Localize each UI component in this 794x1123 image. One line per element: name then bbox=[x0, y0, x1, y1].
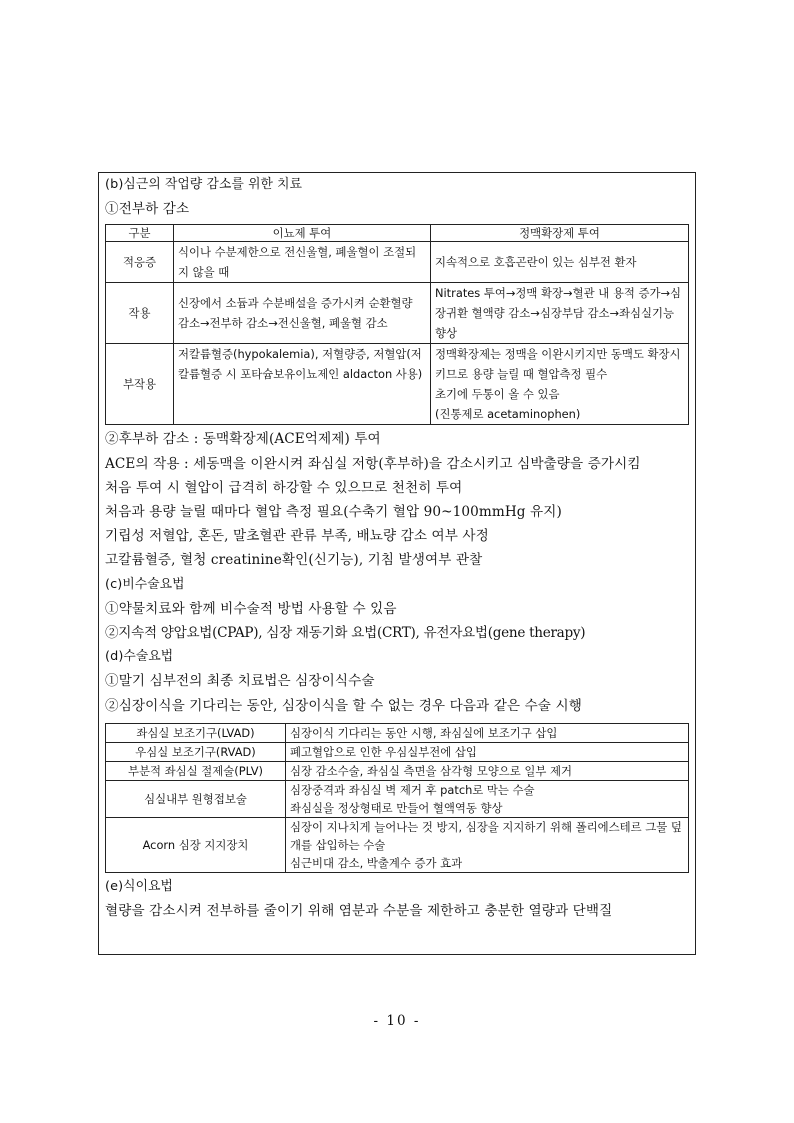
text-line: 혈량을 감소시켜 전부하를 줄이기 위해 염분과 수분을 제한하고 충분한 열량과 단백질 bbox=[105, 903, 613, 920]
text-line: ②후부하 감소 : 동맥확장제(ACE억제제) 투여 bbox=[105, 431, 381, 448]
table-row bbox=[106, 723, 689, 742]
text-line: ①전부하 감소 bbox=[105, 201, 190, 218]
text-line: (d)수술요법 bbox=[105, 649, 174, 665]
row-label: 작용 bbox=[106, 283, 174, 344]
table-header: 정맥확장제 투여 bbox=[431, 225, 689, 242]
table-row bbox=[106, 242, 689, 283]
text-line: (e)식이요법 bbox=[105, 878, 174, 894]
text-line: ②지속적 양압요법(CPAP), 심장 재동기화 요법(CRT), 유전자요법(gene therapy) bbox=[105, 625, 586, 642]
text-line: (c)비수술요법 bbox=[105, 576, 185, 592]
procedure-name: 우심실 보조기구(RVAD) bbox=[106, 742, 286, 761]
content-box bbox=[98, 172, 696, 955]
table-row bbox=[106, 817, 689, 872]
cell-text: 심장 감소수술, 좌심실 측면을 삼각형 모양으로 일부 제거 bbox=[290, 763, 573, 778]
table-row bbox=[106, 344, 689, 425]
table-header: 이뇨제 투여 bbox=[174, 225, 431, 242]
cell-text: 폐고혈압으로 인한 우심실부전에 삽입 bbox=[290, 744, 477, 759]
text-line: 고칼륨혈증, 혈청 creatinine확인(신기능), 기침 발생여부 관찰 bbox=[105, 552, 483, 569]
procedure-desc bbox=[286, 761, 689, 780]
procedure-name: 좌심실 보조기구(LVAD) bbox=[106, 723, 286, 742]
venodilator-cell bbox=[431, 283, 689, 344]
preload-reduction-table bbox=[105, 224, 689, 425]
cell-text: 초기에 두통이 올 수 있음 bbox=[435, 387, 560, 402]
text-line: 기립성 저혈압, 혼돈, 말초혈관 관류 부족, 배뇨량 감소 여부 사정 bbox=[105, 528, 489, 545]
cell-text: 정맥확장제는 정맥을 이완시키지만 동맥도 확장시키므로 용량 늘릴 때 혈압측정 필수 bbox=[435, 347, 681, 382]
row-label: 부작용 bbox=[106, 344, 174, 425]
cell-text: 저칼륨혈증(hypokalemia), 저혈량증, 저혈압(저칼륨혈증 시 포타슘보유이뇨제인 aldacton 사용) bbox=[178, 347, 423, 382]
table-row bbox=[106, 780, 689, 817]
text-line: (b)심근의 작업량 감소를 위한 치료 bbox=[105, 177, 303, 192]
cell-text: 신장에서 소듐과 수분배설을 증가시켜 순환혈량 감소→전부하 감소→전신울혈, 폐울혈 감소 bbox=[178, 296, 413, 331]
cell-text: 심근비대 감소, 박출계수 증가 효과 bbox=[290, 855, 463, 870]
table-row bbox=[106, 761, 689, 780]
text-line: 처음 투여 시 혈압이 급격히 하강할 수 있으므로 천천히 투여 bbox=[105, 479, 463, 496]
text-line: 처음과 용량 늘릴 때마다 혈압 측정 필요(수축기 혈압 90~100mmHg 유지) bbox=[105, 504, 562, 521]
cell-text: 심장중격과 좌심실 벽 제거 후 patch로 막는 수술 bbox=[290, 782, 535, 797]
cell-text: 심장이 지나치게 늘어나는 것 방지, 심장을 지지하기 위해 폴리에스테르 그물 덮개를 삽입하는 수술 bbox=[290, 819, 682, 852]
procedure-desc bbox=[286, 723, 689, 742]
cell-text: 지속적으로 호흡곤란이 있는 심부전 환자 bbox=[435, 255, 637, 270]
text-line: ①약물치료와 함께 비수술적 방법 사용할 수 있음 bbox=[105, 600, 397, 617]
text-line: ②심장이식을 기다리는 동안, 심장이식을 할 수 없는 경우 다음과 같은 수술 시행 bbox=[105, 697, 582, 714]
table-header: 구분 bbox=[106, 225, 174, 242]
procedure-desc bbox=[286, 742, 689, 761]
venodilator-cell bbox=[431, 344, 689, 425]
diuretic-cell bbox=[174, 344, 431, 425]
page-number: - 10 - bbox=[373, 1013, 421, 1029]
cell-text: (진통제로 acetaminophen) bbox=[435, 407, 581, 422]
surgery-table bbox=[105, 723, 689, 873]
text-line: ACE의 작용 : 세동맥을 이완시켜 좌심실 저항(후부하)을 감소시키고 심박출량을 증가시킴 bbox=[105, 455, 641, 472]
cell-text: 심장이식 기다리는 동안 시행, 좌심실에 보조기구 삽입 bbox=[290, 725, 558, 740]
procedure-name: Acorn 심장 지지장치 bbox=[106, 817, 286, 872]
procedure-desc bbox=[286, 780, 689, 817]
table-row bbox=[106, 283, 689, 344]
cell-text: Nitrates 투여→정맥 확장→혈관 내 용적 증가→심장귀환 혈액량 감소→심장부담 감소→좌심실기능 향상 bbox=[435, 286, 682, 341]
procedure-name: 심실내부 원형접보술 bbox=[106, 780, 286, 817]
procedure-desc bbox=[286, 817, 689, 872]
diuretic-cell bbox=[174, 242, 431, 283]
cell-text: 식이나 수분제한으로 전신울혈, 폐울혈이 조절되지 않을 때 bbox=[178, 245, 417, 280]
cell-text: 좌심실을 정상형태로 만들어 혈액역동 향상 bbox=[290, 800, 503, 815]
table-row bbox=[106, 742, 689, 761]
diuretic-cell bbox=[174, 283, 431, 344]
venodilator-cell bbox=[431, 242, 689, 283]
text-line: ①말기 심부전의 최종 치료법은 심장이식수술 bbox=[105, 673, 375, 690]
procedure-name: 부분적 좌심실 절제술(PLV) bbox=[106, 761, 286, 780]
row-label: 적응증 bbox=[106, 242, 174, 283]
